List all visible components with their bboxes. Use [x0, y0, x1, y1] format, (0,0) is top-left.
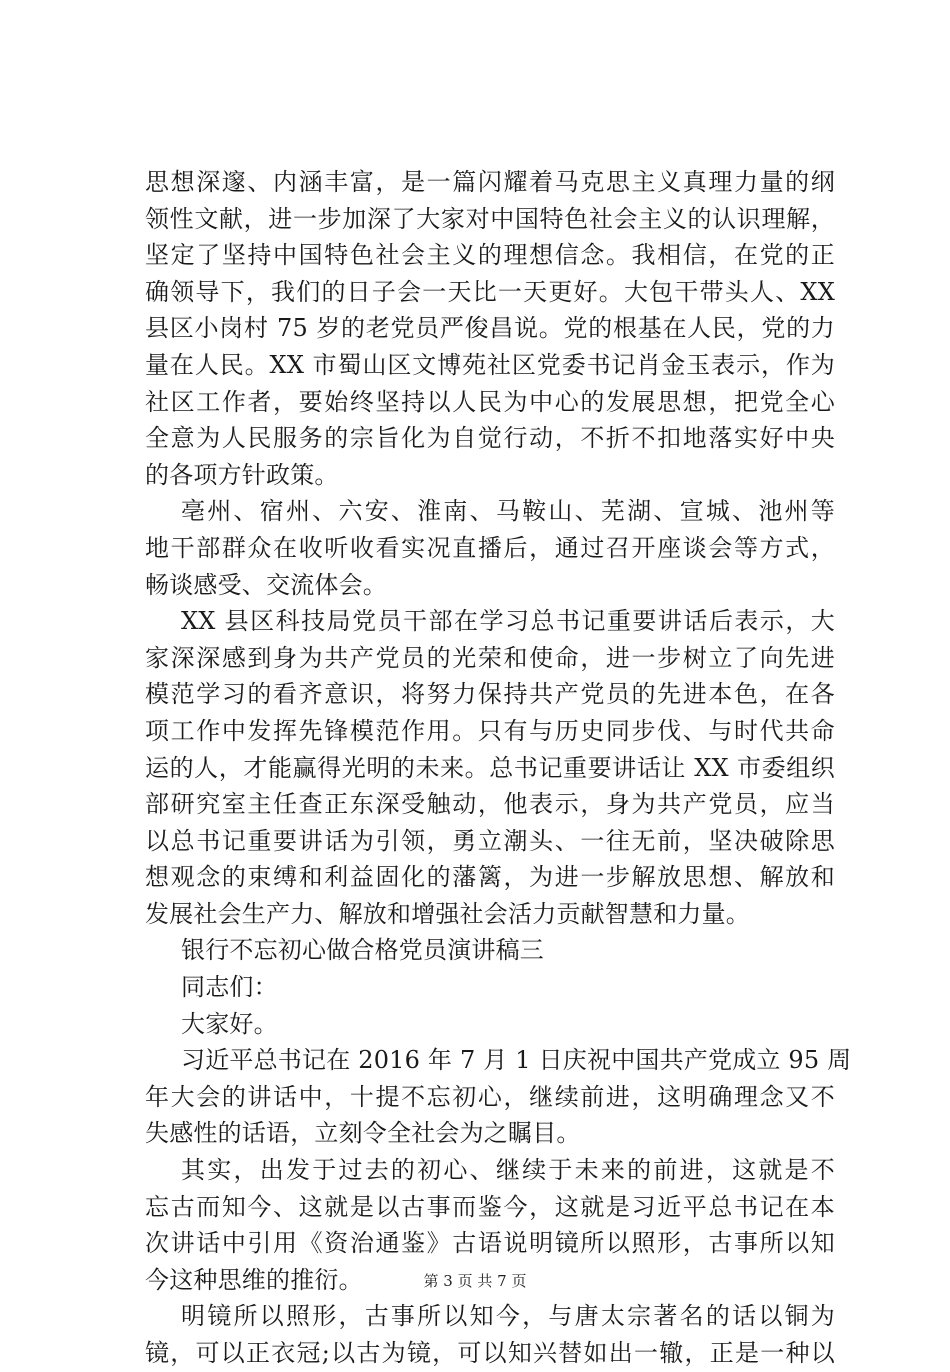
- page-number-label: 第 3 页 共 7 页: [423, 1272, 527, 1290]
- text-line: 家深深感到身为共产党员的光荣和使命，进一步树立了向先进: [145, 643, 835, 672]
- text-line: 县区小岗村 75 岁的老党员严俊昌说。党的根基在人民，党的力: [145, 314, 835, 343]
- page-footer: [0, 1270, 950, 1291]
- text-line: 大家好。: [181, 1009, 278, 1038]
- text-line: 其实，出发于过去的初心、继续于未来的前进，这就是不: [181, 1156, 835, 1185]
- text-line: 部研究室主任查正东深受触动，他表示，身为共产党员，应当: [145, 790, 835, 819]
- text-line: 年大会的讲话中，十提不忘初心，继续前进，这明确理念又不: [145, 1082, 835, 1111]
- text-line: 银行不忘初心做合格党员演讲稿三: [181, 936, 544, 965]
- text-line: 亳州、宿州、六安、淮南、马鞍山、芜湖、宣城、池州等: [181, 497, 835, 526]
- text-line: 确领导下，我们的日子会一天比一天更好。大包干带头人、XX: [145, 277, 835, 306]
- text-line: 习近平总书记在 2016 年 7 月 1 日庆祝中国共产党成立 95 周: [181, 1046, 852, 1075]
- text-line: 社区工作者，要始终坚持以人民为中心的发展思想，把党全心: [145, 387, 835, 416]
- text-line: 思想深邃、内涵丰富，是一篇闪耀着马克思主义真理力量的纲: [145, 168, 835, 196]
- text-line: 坚定了坚持中国特色社会主义的理想信念。我相信，在党的正: [145, 241, 835, 270]
- text-line: 的各项方针政策。: [145, 460, 339, 489]
- text-line: 项工作中发挥先锋模范作用。只有与历史同步伐、与时代共命: [145, 716, 835, 745]
- text-line: 今这种思维的推衍。: [145, 1265, 363, 1294]
- document-body: [145, 164, 852, 1372]
- text-line: 同志们：: [181, 973, 278, 1002]
- text-line: 地干部群众在收听收看实况直播后，通过召开座谈会等方式，: [145, 533, 835, 562]
- text-line: 畅谈感受、交流体会。: [145, 570, 387, 599]
- text-line: 发展社会生产力、解放和增强社会活力贡献智慧和力量。: [145, 899, 750, 928]
- text-line: 全意为人民服务的宗旨化为自觉行动，不折不扣地落实好中央: [145, 424, 835, 453]
- text-line: 忘古而知今、这就是以古事而鉴今，这就是习近平总书记在本: [145, 1192, 835, 1221]
- text-line: 失感性的话语，立刻令全社会为之瞩目。: [145, 1119, 581, 1148]
- text-line: 次讲话中引用《资治通鉴》古语说明镜所以照形，古事所以知: [145, 1229, 835, 1258]
- text-line: 明镜所以照形，古事所以知今，与唐太宗著名的话以铜为: [181, 1302, 835, 1331]
- text-line: 以总书记重要讲话为引领，勇立潮头、一往无前，坚决破除思: [145, 826, 835, 855]
- text-line: 领性文献，进一步加深了大家对中国特色社会主义的认识理解，: [145, 204, 835, 233]
- text-line: XX 县区科技局党员干部在学习总书记重要讲话后表示，大: [181, 607, 835, 636]
- text-line: 运的人，才能赢得光明的未来。总书记重要讲话让 XX 市委组织: [145, 753, 835, 782]
- text-line: 模范学习的看齐意识，将努力保持共产党员的先进本色，在各: [145, 680, 835, 709]
- text-line: 量在人民。XX 市蜀山区文博苑社区党委书记肖金玉表示，作为: [145, 350, 835, 379]
- text-line: 镜，可以正衣冠;以古为镜，可以知兴替如出一辙，正是一种以: [145, 1339, 835, 1367]
- text-line: 想观念的束缚和利益固化的藩篱，为进一步解放思想、解放和: [145, 863, 835, 892]
